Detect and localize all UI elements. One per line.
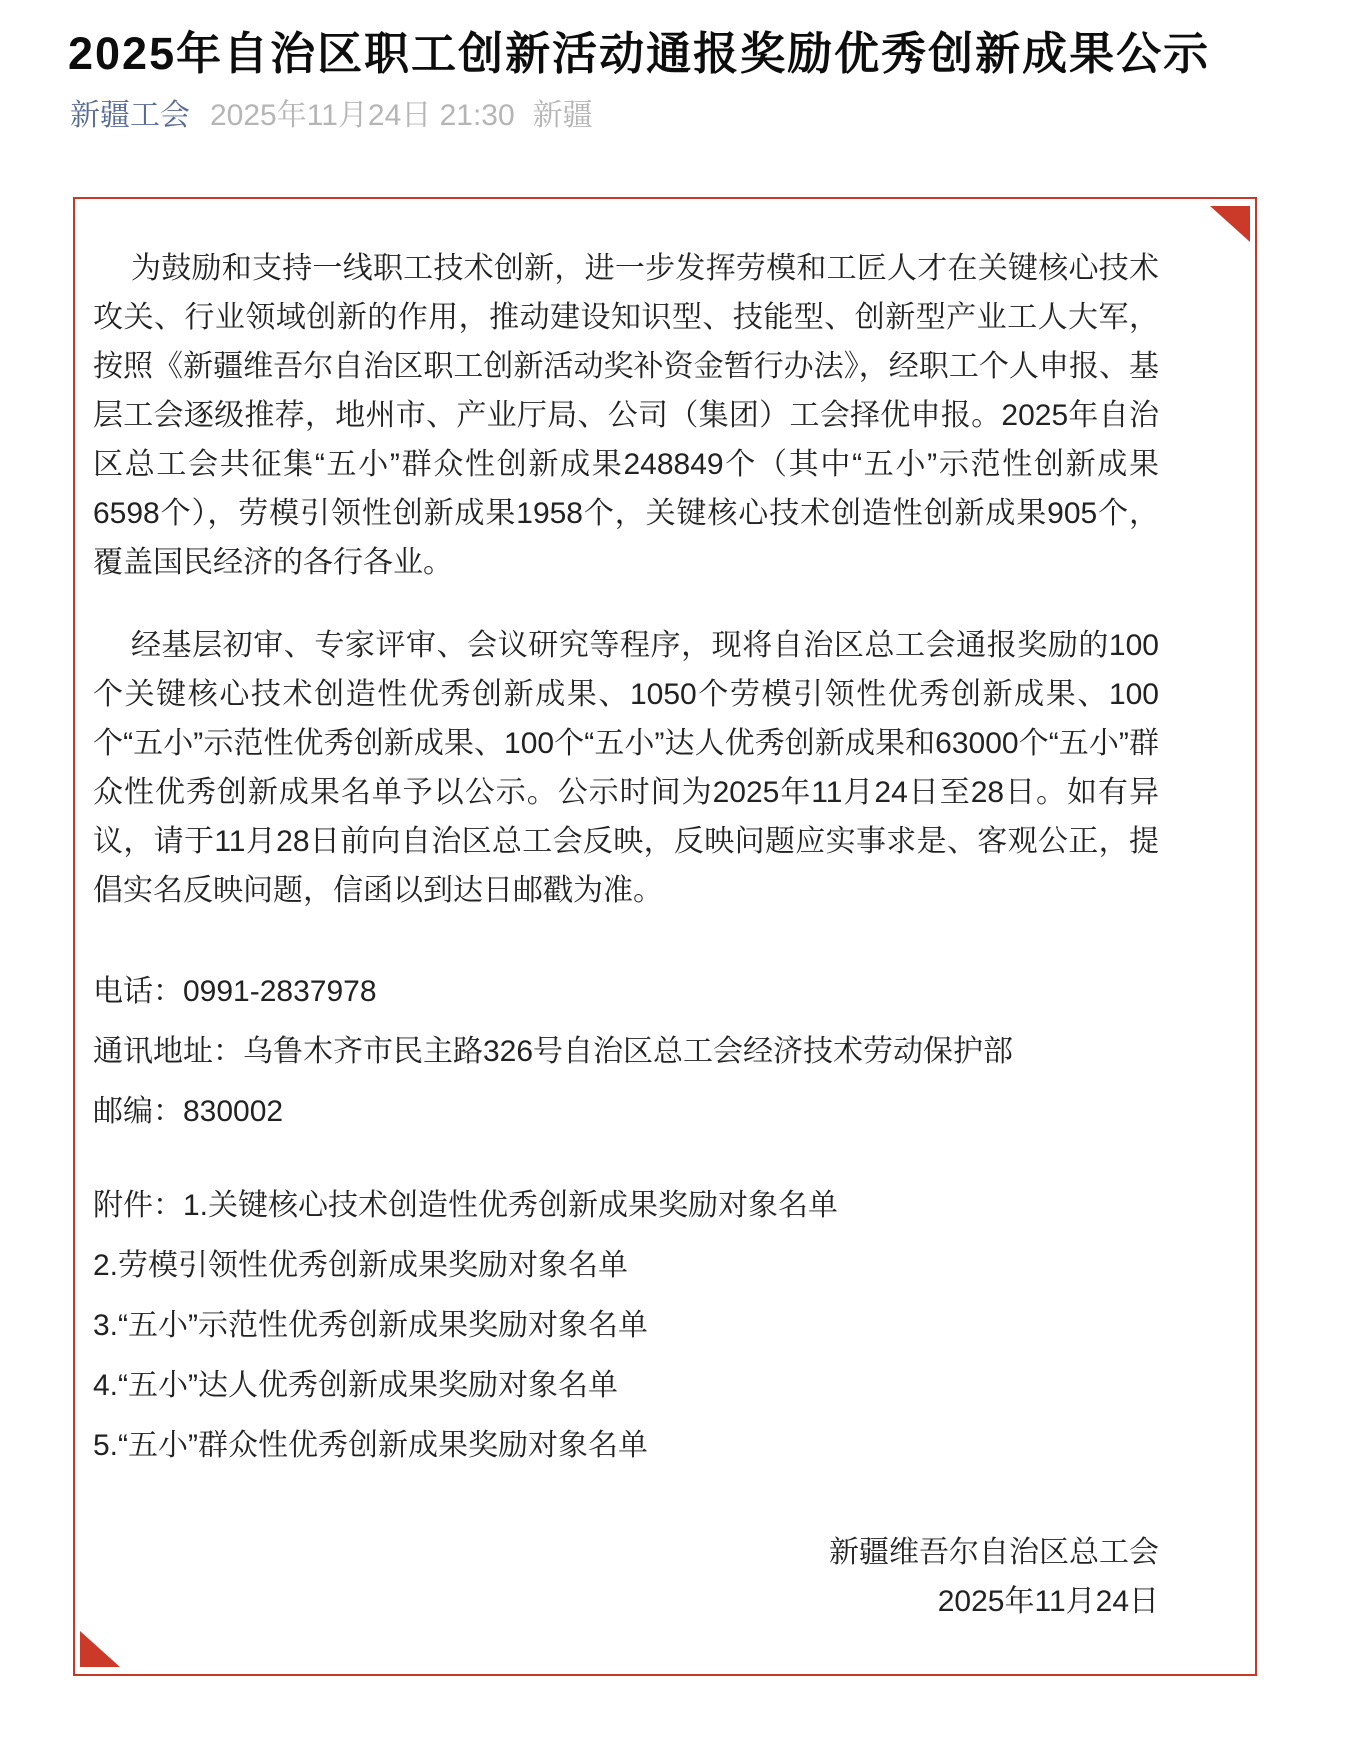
contact-address: 通讯地址：乌鲁木齐市民主路326号自治区总工会经济技术劳动保护部 (93, 1035, 1014, 1068)
attachment-item-1: 附件：1.关键核心技术创造性优秀创新成果奖励对象名单 (93, 1189, 839, 1222)
publish-location: 新疆 (532, 99, 593, 132)
attachment-item-3: 3.“五小”示范性优秀创新成果奖励对象名单 (93, 1309, 648, 1342)
attachment-item-2: 2.劳模引领性优秀创新成果奖励对象名单 (93, 1249, 629, 1282)
signature-block (93, 1528, 1159, 1626)
signature-organization: 新疆维吾尔自治区总工会 (829, 1536, 1159, 1569)
corner-triangle-top-right-icon (1210, 206, 1250, 242)
corner-triangle-bottom-left-icon (80, 1631, 120, 1667)
signature-date: 2025年11月24日 (937, 1585, 1159, 1618)
account-name-link[interactable]: 新疆工会 (70, 99, 190, 132)
byline (70, 96, 1294, 136)
attachment-item-4: 4.“五小”达人优秀创新成果奖励对象名单 (93, 1369, 618, 1402)
contact-phone: 电话：0991-2837978 (93, 975, 377, 1008)
article-title: 2025年自治区职工创新活动通报奖励优秀创新成果公示 (68, 28, 1211, 79)
notice-paragraph-1: 为鼓励和支持一线职工技术创新，进一步发挥劳模和工匠人才在关键核心技术攻关、行业领域创新的作用，推动建设知识型、技能型、创新型产业工人大军，按照《新疆维吾尔自治区职工创新活动奖补资金暂行办法》，经职工个人申报、基层工会逐级推荐，地州市、产业厅局、公司（集团）工会择优申报。2025年自治区总工会共征集“五小”群众性创新成果248849个（其中“五小”示范性创新成果6598个），劳模引领性创新成果1958个，关键核心技术创造性创新成果905个，覆盖国民经济的各行各业。 (93, 252, 1159, 579)
publish-datetime: 2025年11月24日 21:30 (210, 99, 515, 132)
contact-postcode: 邮编：830002 (93, 1095, 284, 1128)
notice-paragraph-2: 经基层初审、专家评审、会议研究等程序，现将自治区总工会通报奖励的100个关键核心技术创造性优秀创新成果、1050个劳模引领性优秀创新成果、100个“五小”示范性优秀创新成果、100个“五小”达人优秀创新成果和63000个“五小”群众性优秀创新成果名单予以公示。公示时间为2025年11月24日至28日。如有异议，请于11月28日前向自治区总工会反映，反映问题应实事求是、客观公正，提倡实名反映问题，信函以到达日邮戳为准。 (93, 629, 1159, 907)
notice-box (73, 197, 1257, 1676)
attachment-item-5: 5.“五小”群众性优秀创新成果奖励对象名单 (93, 1429, 648, 1462)
